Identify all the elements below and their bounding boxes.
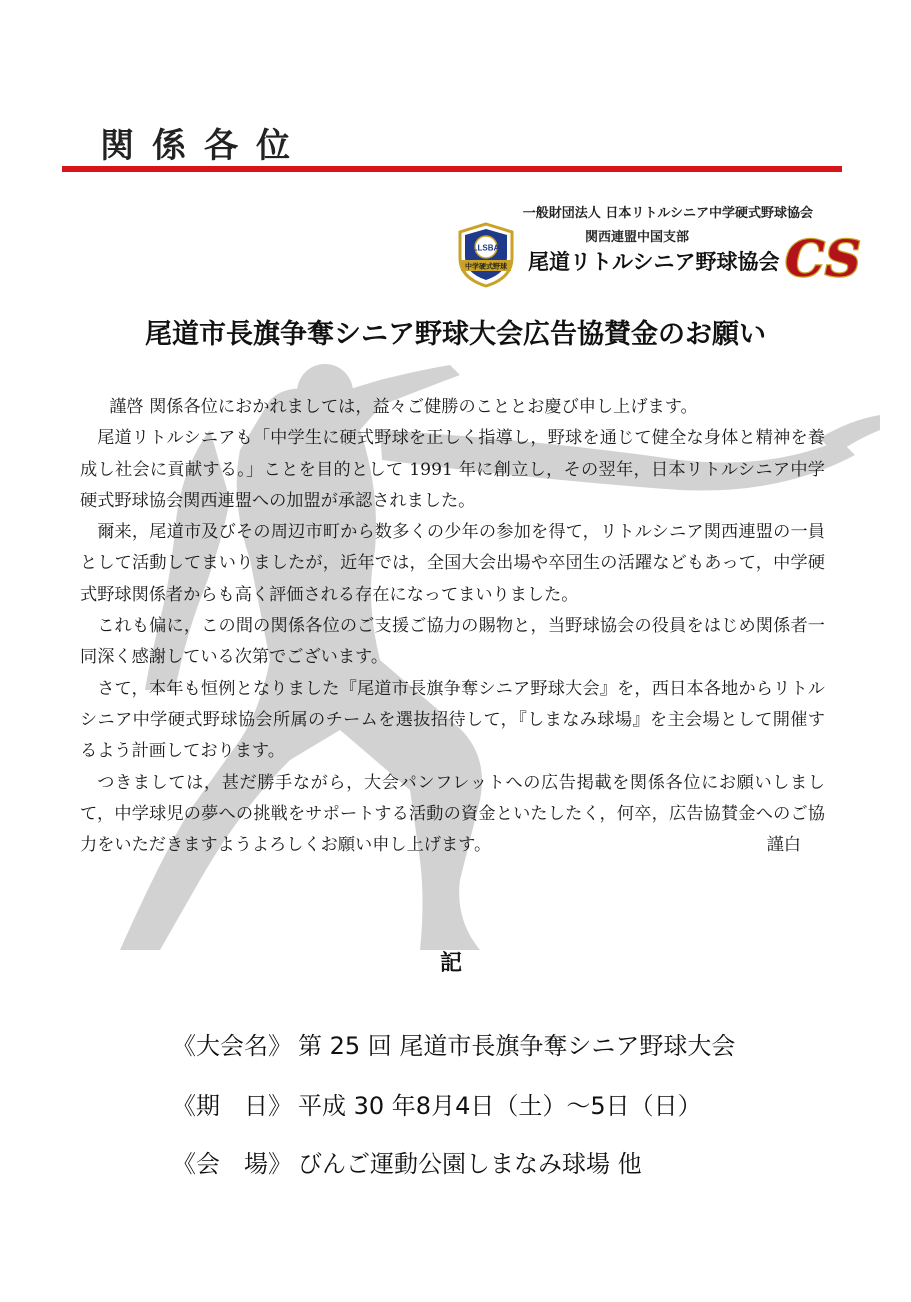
emblem-banner: 中学硬式野球 <box>465 262 507 271</box>
heading-underline <box>62 166 842 172</box>
body-paragraph: 尾道リトルシニアも「中学生に硬式野球を正しく指導し，野球を通じて健全な身体と精神を養成し社会に貢献する。」ことを目的として 1991 年に創立し，その翌年，日本リトルシニア中学硬式野球協会関西連盟への加盟が承認されました。 <box>80 428 825 511</box>
emblem-text: LLSBA <box>472 243 500 253</box>
document-title: 尾道市長旗争奪シニア野球大会広告協賛金のお願い <box>145 319 766 350</box>
body-paragraph: 爾来，尾道市及びその周辺市町から数多くの少年の参加を得て，リトルシニア関西連盟の一員として活動してまいりましたが，近年では，全国大会出場や卒団生の活躍などもあって，中学硬式野球関係者からも高く評価される存在になってまいりました。 <box>80 522 825 605</box>
body-paragraph-last <box>80 768 825 862</box>
body-paragraph: これも偏に，この間の関係各位のご支援ご協力の賜物と，当野球協会の役員をはじめ関係者一同深く感謝している次第でございます。 <box>80 616 825 668</box>
organization-block <box>455 200 861 290</box>
body-paragraph-text: つきましては，甚だ勝手ながら，大会パンフレットへの広告掲載を関係各位にお願いしまして，中学球児の夢への挑戦をサポートする活動の資金といたしたく，何卒，広告協賛金へのご協力をいただきますようよろしくお願い申し上げます。 <box>80 772 825 856</box>
body-paragraph: 謹啓 関係各位におかれましては，益々ご健勝のこととお慶び申し上げます。 <box>109 397 698 417</box>
detail-label: 《期 日》 <box>172 1092 292 1120</box>
cs-logo-icon <box>785 224 861 288</box>
body-paragraph: さて，本年も恒例となりました『尾道市長旗争奪シニア野球大会』を，西日本各地からリトルシニア中学硬式野球協会所属のチームを選抜招待して，『しまなみ球場』を主会場として開催するよう計画しております。 <box>80 678 825 762</box>
detail-row-date <box>172 1086 702 1121</box>
detail-label: 《大会名》 <box>172 1032 292 1060</box>
ki-marker: 記 <box>440 951 463 976</box>
detail-value: びんご運動公園しまなみ球場 他 <box>298 1150 642 1178</box>
addressee-heading: 関係各位 <box>100 126 308 166</box>
detail-value: 第 25 回 尾道市長旗争奪シニア野球大会 <box>298 1032 736 1060</box>
org-name-line2: 関西連盟中国支部 <box>585 230 690 245</box>
detail-label: 《会 場》 <box>172 1150 292 1178</box>
detail-row-event-name <box>172 1026 735 1061</box>
closing-sign: 謹白 <box>766 835 801 856</box>
org-name-line3: 尾道リトルシニア野球協会 <box>528 250 780 274</box>
detail-row-venue <box>172 1144 642 1179</box>
org-name-line1: 一般財団法人 日本リトルシニア中学硬式野球協会 <box>522 206 813 221</box>
letter-body <box>80 392 825 861</box>
detail-value: 平成 30 年8月4日（土）～5日（日） <box>298 1092 702 1120</box>
llsba-emblem-icon <box>457 222 515 288</box>
cs-logo-text: CS <box>785 229 861 288</box>
